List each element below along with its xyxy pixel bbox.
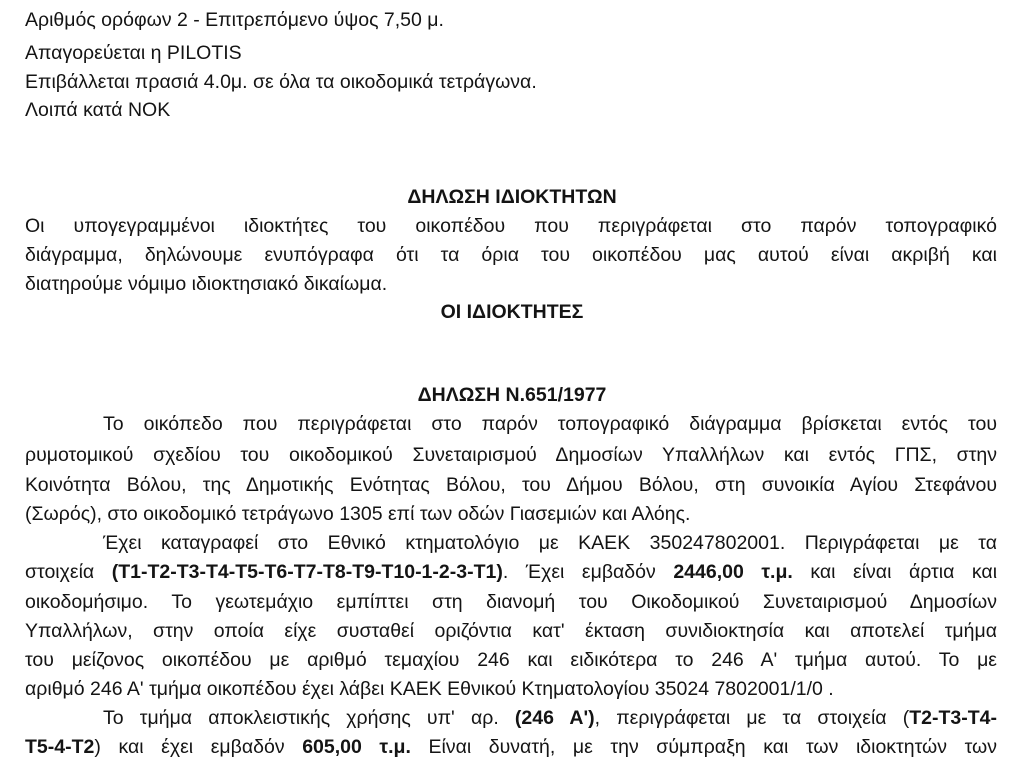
bold-parcel-points: (Τ1-Τ2-Τ3-Τ4-Τ5-Τ6-Τ7-Τ8-Τ9-Τ10-1-2-3-Τ1): [111, 561, 503, 583]
text-segment: . Έχει εμβαδόν: [502, 561, 674, 583]
owners-signature-label: ΟΙ ΙΔΙΟΚΤΗΤΕΣ: [440, 301, 584, 323]
bold-points-part-1: Τ2-Τ3-Τ4-: [909, 707, 997, 729]
text-segment: και είναι άρτια και: [792, 561, 998, 583]
law-p2-line-2: [25, 560, 997, 584]
text-segment: Το τμήμα αποκλειστικής χρήσης υπ' αρ.: [103, 707, 515, 729]
text-segment: Είναι δυνατή, με την σύμπραξη και των ιδιοκτητών των: [410, 736, 998, 758]
law-p1-line-3: Κοινότητα Βόλου, της Δημοτικής Ενότητας Βόλου, του Δήμου Βόλου, στη συνοικία Αγίου Στεφάνου: [25, 474, 997, 496]
law-p1-line-1: Το οικόπεδο που περιγράφεται στο παρόν τοπογραφικό διάγραμμα βρίσκεται εντός του: [103, 413, 997, 435]
law-p3-line-2: [25, 735, 997, 759]
header-line-4: Λοιπά κατά ΝΟΚ: [25, 99, 171, 121]
owners-declaration-line-2: διάγραμμα, δηλώνουμε ενυπόγραφα ότι τα όρια του οικοπέδου μας αυτού είναι ακριβή και: [25, 244, 997, 266]
law-declaration-title: ΔΗΛΩΣΗ Ν.651/1977: [417, 384, 607, 406]
owners-declaration-title: ΔΗΛΩΣΗ ΙΔΙΟΚΤΗΤΩΝ: [407, 186, 617, 208]
header-line-1: Αριθμός ορόφων 2 - Επιτρεπόμενο ύψος 7,50 μ.: [25, 9, 444, 31]
law-p2-line-4: Υπαλλήλων, στην οποία είχε συσταθεί οριζόντια κατ' έκταση συνιδιοκτησία και αποτελεί τμήμα: [25, 620, 997, 642]
law-p2-line-1: Έχει καταγραφεί στο Εθνικό κτηματολόγιο με ΚΑΕΚ 350247802001. Περιγράφεται με τα: [103, 532, 997, 554]
law-p1-line-2: ρυμοτομικού σχεδίου του οικοδομικού Συνεταιρισμού Δημοσίων Υπαλλήλων και εντός ΓΠΣ, στην: [25, 444, 997, 466]
bold-section-id: (246 Α'): [514, 707, 595, 729]
owners-declaration-line-3: διατηρούμε νόμιμο ιδιοκτησιακό δικαίωμα.: [25, 273, 388, 295]
law-p1-line-4: (Σωρός), στο οικοδομικό τετράγωνο 1305 επί των οδών Γιασεμιών και Αλόης.: [25, 503, 691, 525]
header-line-2: Απαγορεύεται η PILOTIS: [25, 42, 242, 64]
bold-points-part-2: Τ5-4-Τ2: [25, 736, 95, 758]
law-p2-line-5: του μείζονος οικοπέδου με αριθμό τεμαχίου 246 και ειδικότερα το 246 Α' τμήμα αυτού. Το με: [25, 649, 997, 671]
law-p2-line-6: αριθμό 246 Α' τμήμα οικοπέδου έχει λάβει ΚΑΕΚ Εθνικού Κτηματολογίου 35024 7802001/1/0 .: [25, 678, 834, 700]
header-line-3: Επιβάλλεται πρασιά 4.0μ. σε όλα τα οικοδομικά τετράγωνα.: [25, 71, 537, 93]
bold-section-area: 605,00 τ.μ.: [302, 736, 411, 758]
law-p3-line-1: [103, 706, 997, 730]
text-segment: , περιγράφεται με τα στοιχεία (: [594, 707, 910, 729]
text-segment: στοιχεία: [25, 561, 112, 583]
text-segment: ) και έχει εμβαδόν: [94, 736, 303, 758]
owners-declaration-line-1: Οι υπογεγραμμένοι ιδιοκτήτες του οικοπέδου που περιγράφεται στο παρόν τοπογραφικό: [25, 215, 997, 237]
bold-area-value: 2446,00 τ.μ.: [673, 561, 793, 583]
law-p2-line-3: οικοδομήσιμο. Το γεωτεμάχιο εμπίπτει στη διανομή του Οικοδομικού Συνεταιρισμού Δημοσίων: [25, 591, 997, 613]
